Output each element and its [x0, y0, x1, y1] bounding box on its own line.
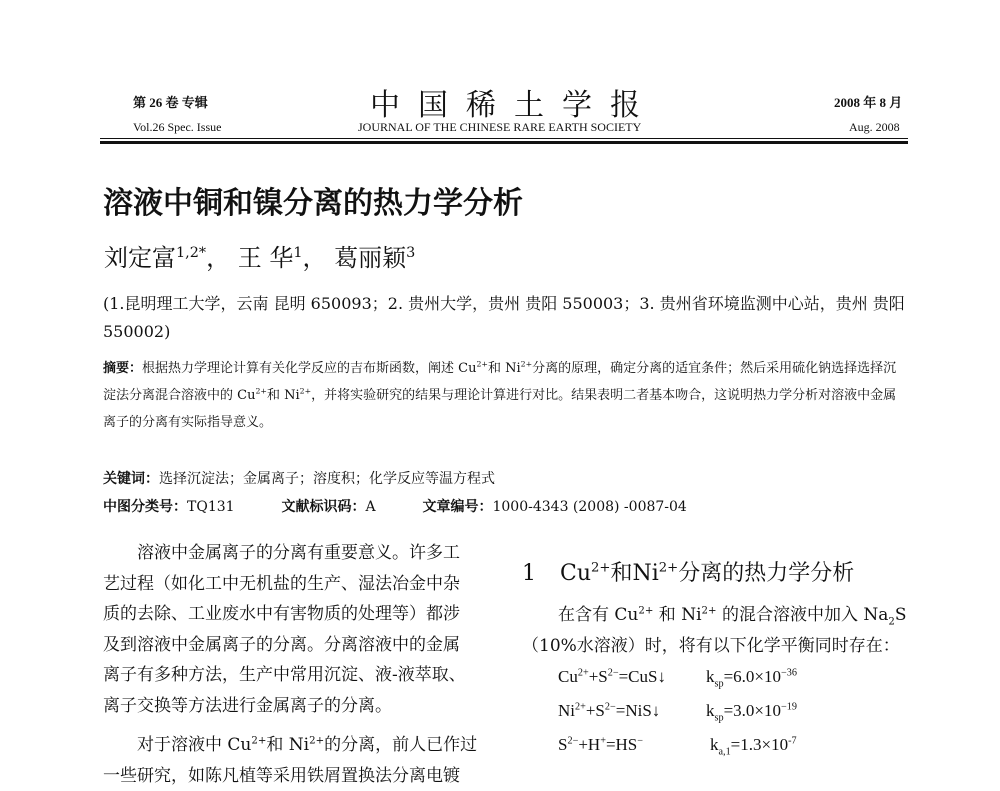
- abstract-text: 和 Ni: [488, 361, 521, 376]
- author-name: 王 华: [238, 244, 294, 272]
- author-separator: ，: [206, 244, 230, 272]
- eq-part: =NiS↓: [616, 701, 661, 720]
- body-text-run: 对于溶液中 Cu: [103, 735, 251, 755]
- clc-label: 中图分类号：: [103, 499, 187, 515]
- author-list: [104, 238, 415, 273]
- ion-charge: 2+: [521, 360, 533, 369]
- abstract: [103, 355, 908, 436]
- eq-part: Cu: [558, 667, 578, 686]
- volume-cn: 第 26 卷 专辑: [133, 92, 208, 111]
- author-name: 刘定富: [104, 244, 176, 272]
- header-rule-thin: [100, 138, 908, 139]
- ion-charge: 2+: [255, 387, 267, 396]
- abstract-text: 根据热力学理论计算有关化学反应的吉布斯函数，阐述 Cu: [142, 361, 476, 376]
- doc-code-value: A: [365, 499, 375, 515]
- section-title-run: 和: [610, 561, 632, 586]
- eq-part: +S: [586, 701, 605, 720]
- ion-charge: 2+: [702, 605, 717, 616]
- eq-part: k: [706, 667, 715, 686]
- section-title-run: Ni: [632, 561, 658, 586]
- body-text-run: 的分离，前人已作过: [324, 735, 477, 755]
- exponent: −19: [781, 701, 797, 712]
- eq-part: =HS: [606, 735, 637, 754]
- eq-part: k: [710, 735, 719, 754]
- eq-part: +S: [589, 667, 608, 686]
- journal-name-cn: 中国稀土学报: [370, 80, 658, 124]
- ion-charge: 2−: [608, 667, 619, 678]
- body-line: 溶液中金属离子的分离有重要意义。许多工: [103, 538, 477, 569]
- article-number-value: 1000-4343 (2008) -0087-04: [492, 499, 686, 515]
- left-column: [103, 538, 477, 791]
- affiliations: (1.昆明理工大学，云南 昆明 650093；2. 贵州大学，贵州 贵阳 550003；3. 贵州省环境监测中心站，贵州 贵阳 550002): [103, 290, 913, 346]
- ion-charge: −: [637, 735, 643, 746]
- body-text-run: 和 Ni: [653, 605, 701, 625]
- author-affil-mark: 1: [293, 245, 302, 261]
- abstract-text: 分离的原理，确定分离的适宜条件；然后采用硫化钠选择选择沉淀法分离混合溶液中的 Cu: [103, 361, 896, 403]
- author-affil-mark: 3: [406, 245, 415, 261]
- subscript: sp: [715, 712, 724, 723]
- body-text-run: 在含有 Cu: [558, 605, 638, 625]
- classification-line: [103, 496, 687, 516]
- subscript: a,1: [719, 746, 731, 757]
- body-line: 艺过程（如化工中无机盐的生产、湿法冶金中杂: [103, 569, 477, 600]
- body-line: 离子交换等方法进行金属离子的分离。: [103, 691, 477, 722]
- body-line: [103, 730, 477, 761]
- ion-charge: 2+: [476, 360, 488, 369]
- ion-charge: 2+: [309, 735, 324, 746]
- section-heading: [522, 556, 854, 587]
- body-text-run: 的混合溶液中加入 Na: [717, 605, 889, 625]
- equation-nis: [558, 701, 660, 721]
- equation-nis-constant: [706, 701, 797, 721]
- body-line: 质的去除、工业废水中有害物质的处理等）都涉: [103, 599, 477, 630]
- ion-charge: 2+: [251, 735, 266, 746]
- body-line: 离子有多种方法，生产中常用沉淀、液-液萃取、: [103, 660, 477, 691]
- paper-title: 溶液中铜和镍分离的热力学分析: [103, 178, 523, 222]
- ion-charge: 2+: [300, 387, 312, 396]
- ion-charge: 2+: [578, 667, 589, 678]
- equation-cus: [558, 667, 666, 687]
- body-text-run: S: [895, 605, 907, 625]
- eq-part: =3.0×10: [724, 701, 781, 720]
- author-name: 葛丽颖: [334, 244, 406, 272]
- section-title-run: 分离的热力学分析: [678, 561, 854, 586]
- date-en: Aug. 2008: [849, 120, 900, 135]
- clc-value: TQ131: [187, 499, 235, 515]
- ion-charge: 2+: [591, 561, 610, 576]
- subscript: 2: [888, 616, 894, 627]
- eq-part: k: [706, 701, 715, 720]
- eq-part: =CuS↓: [619, 667, 666, 686]
- exponent: -7: [788, 735, 797, 746]
- ion-charge: +: [600, 735, 606, 746]
- ion-charge: 2+: [659, 561, 678, 576]
- eq-part: =6.0×10: [724, 667, 781, 686]
- journal-name-en: JOURNAL OF THE CHINESE RARE EARTH SOCIETY: [358, 120, 641, 135]
- abstract-text: ，并将实验研究的结果与理论计算进行对比。结果表明二者基本吻合，这说明热力学分析对溶液中金属离子的分离有实际指导意义。: [103, 388, 896, 430]
- eq-part: S: [558, 735, 567, 754]
- subscript: sp: [715, 678, 724, 689]
- ion-charge: 2−: [567, 735, 578, 746]
- equation-hs-constant: [710, 735, 797, 755]
- volume-en: Vol.26 Spec. Issue: [133, 120, 221, 135]
- eq-part: Ni: [558, 701, 575, 720]
- doc-code-label: 文献标识码：: [281, 499, 365, 515]
- right-para-line2: （10%水溶液）时，将有以下化学平衡同时存在：: [522, 631, 900, 662]
- author-separator: ，: [303, 244, 327, 272]
- section-title-run: Cu: [560, 561, 591, 586]
- header-rule-thick: [100, 141, 908, 144]
- section-number: 1: [522, 561, 536, 586]
- eq-part: +H: [578, 735, 600, 754]
- equation-hs: [558, 735, 643, 755]
- body-text-run: 和 Ni: [266, 735, 309, 755]
- equation-cus-constant: [706, 667, 797, 687]
- right-para-line1: [558, 600, 907, 631]
- author-affil-mark: 1,2*: [176, 245, 206, 261]
- abstract-text: 和 Ni: [267, 388, 300, 403]
- article-number-label: 文章编号：: [422, 499, 492, 515]
- date-cn: 2008 年 8 月: [834, 92, 902, 111]
- abstract-label: 摘要：: [103, 361, 142, 376]
- keywords-label: 关键词：: [103, 471, 159, 487]
- ion-charge: 2−: [605, 701, 616, 712]
- ion-charge: 2+: [575, 701, 586, 712]
- eq-part: =1.3×10: [731, 735, 788, 754]
- keywords-text: 选择沉淀法；金属离子；溶度积；化学反应等温方程式: [159, 471, 495, 487]
- ion-charge: 2+: [638, 605, 653, 616]
- body-line: 一些研究，如陈凡植等采用铁屑置换法分离电镀: [103, 761, 477, 791]
- exponent: −36: [781, 667, 797, 678]
- body-line: 及到溶液中金属离子的分离。分离溶液中的金属: [103, 630, 477, 661]
- keywords: [103, 468, 495, 488]
